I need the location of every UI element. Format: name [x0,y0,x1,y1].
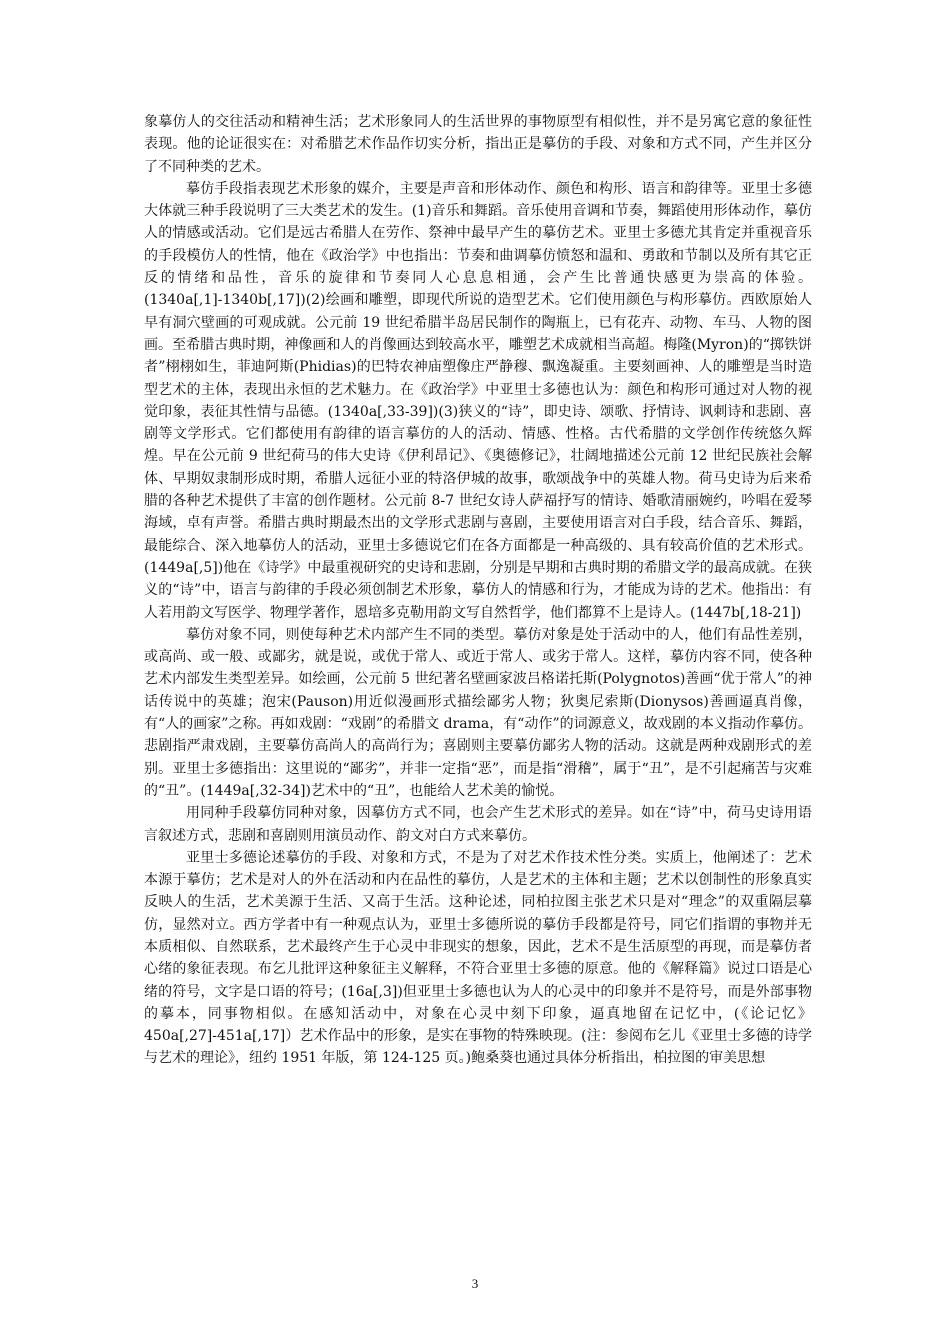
paragraph-continuation: 象摹仿人的交往活动和精神生活；艺术形象同人的生活世界的事物原型有相似性，并不是另寓它意的象征性表现。他的论证很实在：对希腊艺术作品作切实分析，指出正是摹仿的手段、对象和方式不同，产生并区分了不同种类的艺术。 [144,114,812,175]
page-number: 3 [471,1276,479,1291]
paragraph-aristotle-summary: 亚里士多德论述摹仿的手段、对象和方式，不是为了对艺术作技术性分类。实质上，他阐述了：艺术本源于摹仿；艺术是对人的外在活动和内在品性的摹仿，人是艺术的主体和主题；艺术以创制性的形象真实反映人的生活，艺术美源于生活、又高于生活。这种论述，同柏拉图主张艺术只是对“理念”的双重隔层摹仿，显然对立。西方学者中有一种观点认为，亚里士多德所说的摹仿手段都是符号，同它们指谓的事物并无本质相似、自然联系，艺术最终产生于心灵中非现实的想象，因此，艺术不是生活原型的再现，而是摹仿者心绪的象征表现。布乞儿批评这种象征主义解释，不符合亚里士多德的原意。他的《解释篇》说过口语是心绪的符号，文字是口语的符号；(16a[,3])但亚里士多德也认为人的心灵中的印象并不是符号，而是外部事物的摹本，同事物相似。在感知活动中，对象在心灵中刻下印象，逼真地留在记忆中，(《论记忆》450a[,27]-451a[,17]）艺术作品中的形象，是实在事物的特殊映现。(注：参阅布乞儿《亚里士多德的诗学与艺术的理论》，纽约 1951 年版，第 124-125 页。)鲍桑葵也通过具体分析指出，柏拉图的审美思想 [144,849,812,1067]
paragraph-imitation-objects: 摹仿对象不同，则使每种艺术内部产生不同的类型。摹仿对象是处于活动中的人，他们有品性差别，或高尚、或一般、或鄙劣，就是说，或优于常人、或近于常人、或劣于常人。这样，摹仿内容不同，使各种艺术内部发生类型差异。如绘画，公元前 5 世纪著名壁画家波吕格诺托斯(Polygnotos)善画“优于常人”的神话传说中的英雄；泡宋(Pauson)用近似漫画形式描绘鄙劣人物；狄奥尼索斯(Dionysos)善画逼真肖像，有“人的画家”之称。再如戏剧：“戏剧”的希腊文 drama，有“动作”的词源意义，故戏剧的本义指动作摹仿。悲剧指严肃戏剧，主要摹仿高尚人的高尚行为；喜剧则主要摹仿鄙劣人物的活动。这就是两种戏剧形式的差别。亚里士多德指出：这里说的“鄙劣”，并非一定指“恶”，而是指“滑稽”，属于“丑”，是不引起痛苦与灾难的“丑”。(1449a[,32-34])艺术中的“丑”，也能给人艺术美的愉悦。 [144,626,812,799]
body-text [144,111,812,1070]
paragraph-imitation-means: 摹仿手段指表现艺术形象的媒介，主要是声音和形体动作、颜色和构形、语言和韵律等。亚里士多德大体就三种手段说明了三大类艺术的发生。(1)音乐和舞蹈。音乐使用音调和节奏，舞蹈使用形体动作，摹仿人的情感或活动。它们是远古希腊人在劳作、祭神中最早产生的摹仿艺术。亚里士多德尤其肯定并重视音乐的手段模仿人的性情，他在《政治学》中也指出：节奏和曲调摹仿愤怒和温和、勇敢和节制以及所有其它正反的情绪和品性，音乐的旋律和节奏同人心息息相通，会产生比普通快感更为崇高的体验。(1340a[,1]-1340b[,17])(2)绘画和雕塑，即现代所说的造型艺术。它们使用颜色与构形摹仿。西欧原始人早有洞穴壁画的可观成就。公元前 19 世纪希腊半岛居民制作的陶瓶上，已有花卉、动物、车马、人物的图画。至希腊古典时期，神像画和人的肖像画达到较高水平，雕塑艺术成就相当高超。梅隆(Myron)的“掷铁饼者”栩栩如生，菲迪阿斯(Phidias)的巴特农神庙塑像庄严静穆、飘逸凝重。主要刻画神、人的雕塑是当时造型艺术的主体，表现出永恒的艺术魅力。在《政治学》中亚里士多德也认为：颜色和构形可通过对人物的视觉印象，表征其性情与品德。(1340a[,33-39])(3)狭义的“诗”，即史诗、颂歌、抒情诗、讽刺诗和悲剧、喜剧等文学形式。它们都使用有韵律的语言摹仿的人的活动、情感、性格。古代希腊的文学创作传统悠久辉煌。早在公元前 9 世纪荷马的伟大史诗《伊利昂记》、《奥德修记》，壮阔地描述公元前 12 世纪民族社会解体、早期奴隶制形成时期，希腊人远征小亚的特洛伊城的故事，歌颂战争中的英雄人物。荷马史诗为后来希腊的各种艺术提供了丰富的创作题材。公元前 8-7 世纪女诗人萨福抒写的情诗、婚歌清丽婉约，吟唱在爱琴海域，卓有声誉。希腊古典时期最杰出的文学形式悲剧与喜剧，主要使用语言对白手段，结合音乐、舞蹈，最能综合、深入地摹仿人的活动，亚里士多德说它们在各方面都是一种高级的、具有较高价值的艺术形式。(1449a[,5])他在《诗学》中最重视研究的史诗和悲剧，分别是早期和古典时期的希腊文学的最高成就。在狭义的“诗”中，语言与韵律的手段必须创制艺术形象，摹仿人的情感和行为，才能成为诗的艺术。他指出：有人若用韵文写医学、物理学著作，恩培多克勒用韵文写自然哲学，他们都算不上是诗人。(1447b[,18-21]) [144,180,812,621]
paragraph-imitation-manner: 用同种手段摹仿同种对象，因摹仿方式不同，也会产生艺术形式的差异。如在“诗”中，荷马史诗用语言叙述方式，悲剧和喜剧则用演员动作、韵文对白方式来摹仿。 [144,805,812,844]
